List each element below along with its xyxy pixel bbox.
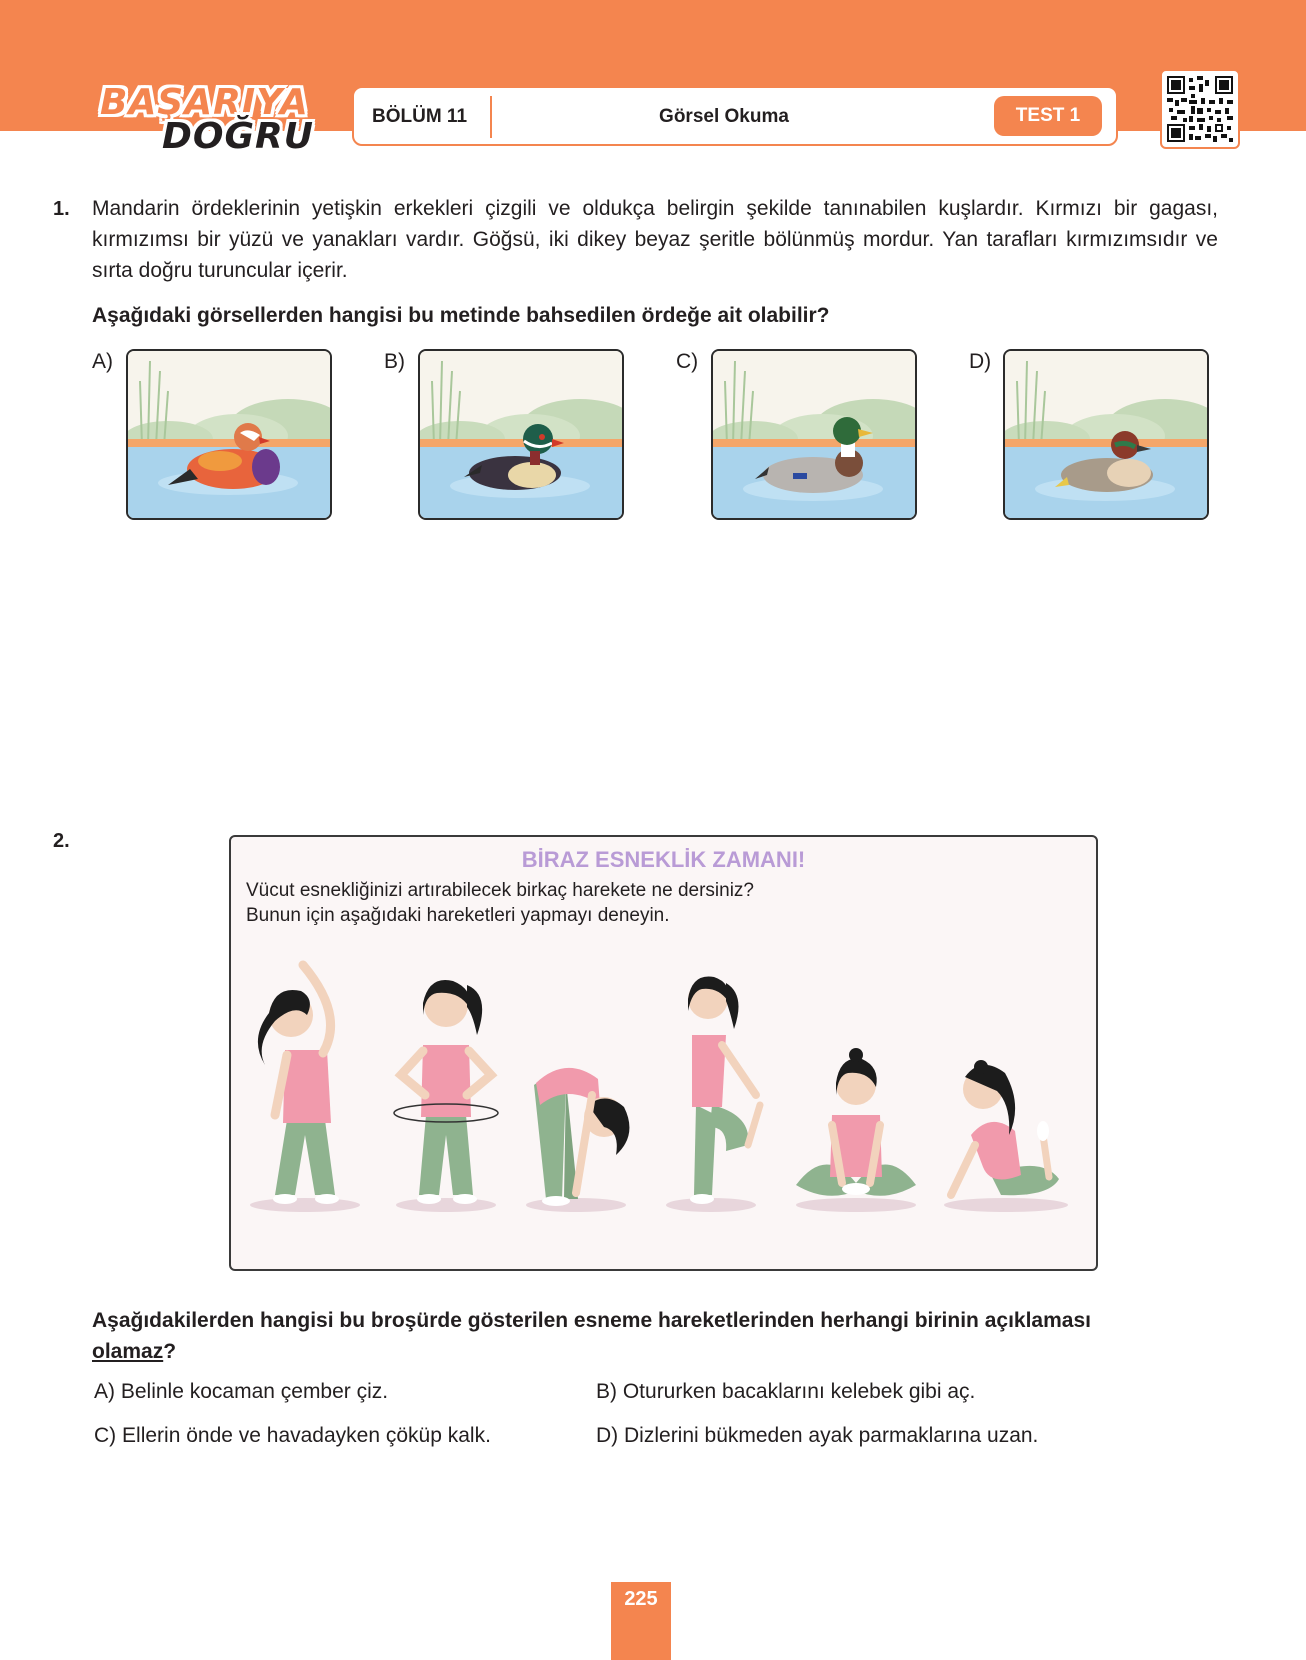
answer-b-text: Otururken bacaklarını kelebek gibi aç.	[622, 1380, 976, 1403]
answer-c-text: Ellerin önde ve havadayken çöküp kalk.	[122, 1424, 491, 1447]
answer-c[interactable]	[94, 1424, 491, 1448]
question-2-prompt-end: ?	[163, 1340, 177, 1363]
answer-d-label: D)	[596, 1424, 619, 1447]
answer-b-label: B)	[596, 1380, 617, 1403]
qr-code-icon	[1167, 76, 1233, 142]
header-divider	[490, 96, 492, 138]
answer-a-text: Belinle kocaman çember çiz.	[120, 1380, 389, 1403]
option-c-image[interactable]	[711, 349, 917, 520]
option-d-label[interactable]: D)	[969, 350, 992, 373]
question-1-text: Mandarin ördeklerinin yetişkin erkekleri çizgili ve oldukça belirgin şekilde tanınabilen kuşlardır. Kırmızı bir gagası, kırmızımsı bir yüzü ve yanakları vardır. Göğsü, iki dikey beyaz şeritle bölünmüş mordur. Yan tarafları kırmızımsıdır ve sırta doğru turuncular içerir.	[92, 197, 1218, 282]
answer-b[interactable]	[596, 1380, 975, 1404]
side-bend-figure-icon	[235, 955, 375, 1215]
wood-duck-icon	[420, 351, 622, 518]
question-1-prompt: Aşağıdaki görsellerden hangisi bu metinde bahsedilen ördeğe ait olabilir?	[92, 304, 830, 327]
brochure-title: BİRAZ ESNEKLİK ZAMANI!	[521, 847, 806, 872]
option-a-label[interactable]: A)	[92, 350, 113, 373]
brochure-line-1: Vücut esnekliğinizi artırabilecek birkaç harekete ne dersiniz?	[246, 880, 754, 901]
mallard-duck-icon	[713, 351, 915, 518]
question-2-prompt-underlined: olamaz	[92, 1340, 164, 1363]
option-c-label[interactable]: C)	[676, 350, 699, 373]
stretch-brochure	[229, 835, 1098, 1271]
chapter-label: BÖLÜM 11	[372, 106, 468, 127]
question-2-prompt	[92, 1305, 1222, 1367]
hip-circle-figure-icon	[381, 955, 511, 1215]
quad-stretch-figure-icon	[656, 955, 786, 1215]
question-2-prompt-part1: Aşağıdakilerden hangisi bu broşürde gösterilen esneme hareketlerinden herhangi birinin açıklaması	[92, 1309, 1091, 1332]
answer-d[interactable]	[596, 1424, 1038, 1448]
test-badge: TEST 1	[994, 96, 1102, 136]
qr-code[interactable]	[1160, 69, 1240, 149]
option-b-image[interactable]	[418, 349, 624, 520]
page-number: 225	[624, 1588, 658, 1610]
mandarin-duck-icon	[128, 351, 330, 518]
option-a-image[interactable]	[126, 349, 332, 520]
teal-duck-icon	[1005, 351, 1207, 518]
section-header	[352, 86, 1118, 146]
answer-d-text: Dizlerini bükmeden ayak parmaklarına uzan.	[624, 1424, 1039, 1447]
answer-a-label: A)	[94, 1380, 115, 1403]
toe-touch-figure-icon	[516, 955, 646, 1215]
butterfly-sit-figure-icon	[786, 955, 926, 1215]
answer-a[interactable]	[94, 1380, 388, 1404]
question-2-number: 2.	[53, 830, 70, 852]
logo-line1: BAŞARIYA	[100, 82, 309, 123]
logo-line2: DOĞRU	[162, 116, 314, 157]
question-1-number: 1.	[53, 198, 70, 220]
answer-c-label: C)	[94, 1424, 117, 1447]
option-b-label[interactable]: B)	[384, 350, 405, 373]
option-d-image[interactable]	[1003, 349, 1209, 520]
page-number-tab	[611, 1582, 671, 1660]
brand-logo	[96, 82, 326, 157]
brochure-line-2: Bunun için aşağıdaki hareketleri yapmayı deneyin.	[246, 905, 670, 926]
back-bend-figure-icon	[931, 955, 1081, 1215]
topic-title: Görsel Okuma	[659, 106, 789, 127]
